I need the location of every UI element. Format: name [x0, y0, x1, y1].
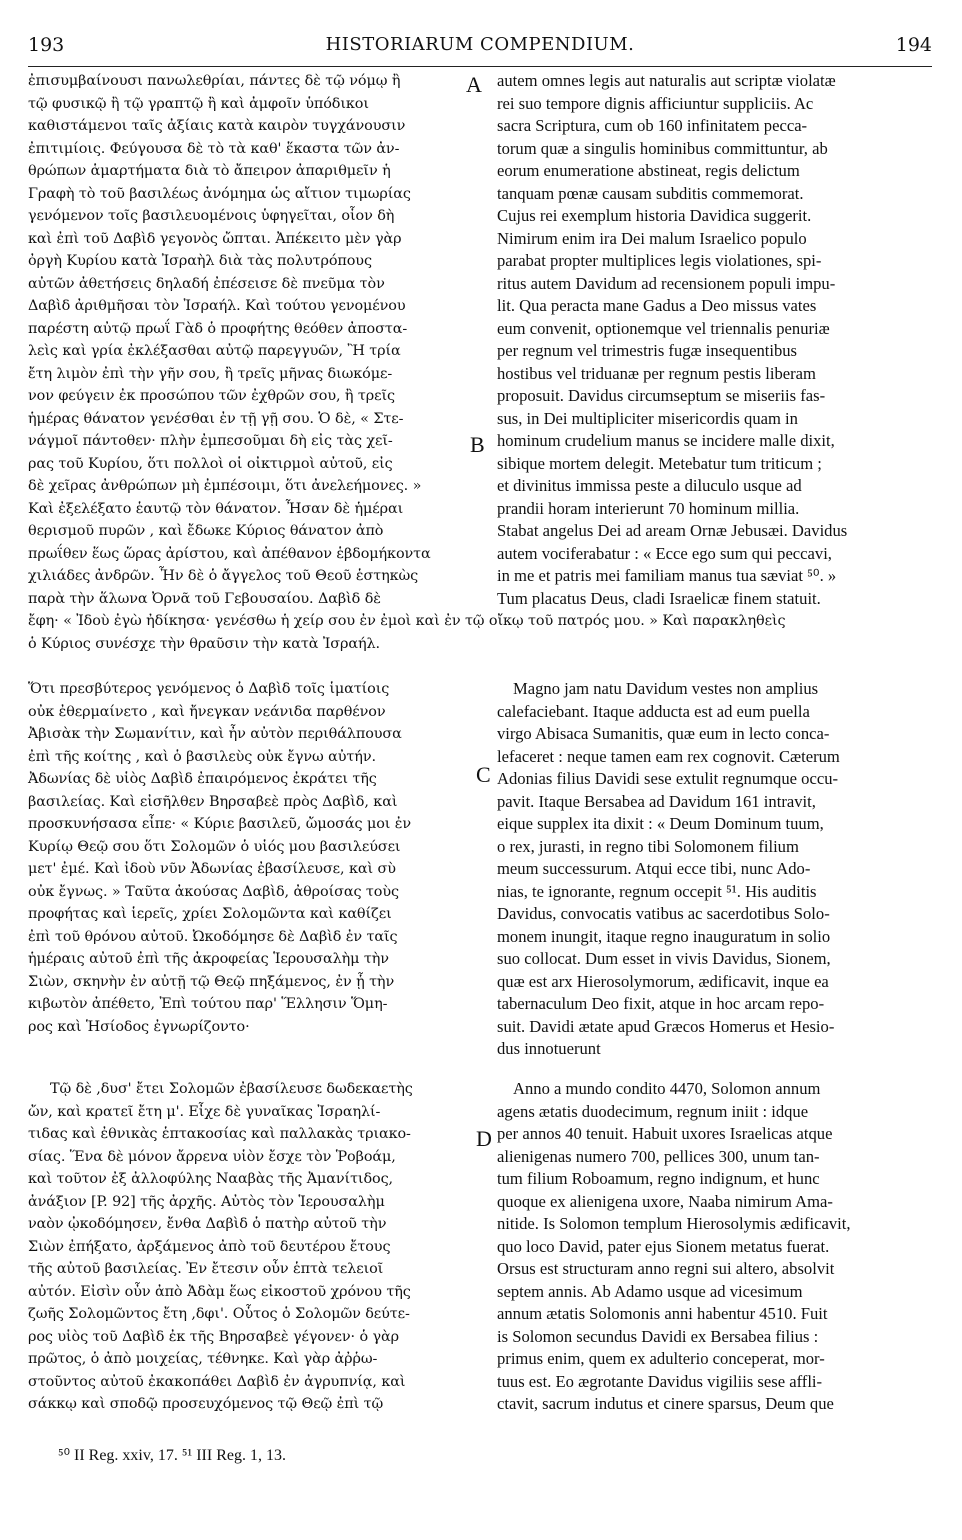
- latin-line: tum filium Roboamum, regno indignum, et hunc: [497, 1169, 820, 1188]
- latin-line: tanquam pœnæ causam subditis commemorat.: [497, 183, 804, 203]
- latin-column-block-3: [497, 1078, 851, 1416]
- greek-line: αὐτόν. Εἰσὶν οὖν ἀπὸ Ἀδὰμ ἕως εἰκοστοῦ χρόνου τῆς: [28, 1283, 411, 1300]
- greek-line: οὐκ ἔγνως. » Ταῦτα ἀκούσας Δαβὶδ, ἀθροίσας τοὺς: [28, 883, 399, 900]
- latin-line: Cujus rei exemplum historia Davidica suggerit.: [497, 206, 812, 225]
- latin-line: in me et patris mei familiam manus tua sæviat ⁵⁰. »: [497, 566, 837, 585]
- latin-line: parabat propter multiplices legis violationes, spi-: [497, 251, 822, 270]
- footnote: ⁵⁰ II Reg. xxiv, 17. ⁵¹ III Reg. 1, 13.: [58, 1447, 286, 1464]
- latin-line: Adonias filius Davidi sese extulit regnumque occu-: [497, 769, 839, 788]
- latin-line: sus, in Dei multipliciter misericordis quam in: [497, 408, 798, 428]
- greek-column-block-1: [28, 70, 431, 610]
- latin-line: dus innotuerunt: [497, 1039, 601, 1058]
- greek-line: πρῶτος, ὁ ἀπὸ μοιχείας, τέθνηκε. Καὶ γὰρ ἀῤῥω-: [28, 1351, 378, 1367]
- latin-line: eorum enumeratione abstineat, regis delictum: [497, 161, 800, 180]
- latin-line: suo collocat. Dum esset in vivis Davidus, Sionem,: [497, 949, 831, 968]
- margin-letter-a: A: [466, 72, 482, 97]
- greek-line: Σιὼν ἐπήξατο, ἀρξάμενος ἀπὸ τοῦ δευτέρου ἔτους: [28, 1238, 391, 1255]
- latin-line: Orsus est structuram anno regni sui altero, absolvit: [497, 1259, 835, 1278]
- latin-line: quoque ex alienigena uxore, Naaba nimirum Ama-: [497, 1191, 833, 1211]
- greek-line: θερισμοῦ πυρῶν , καὶ ἔδωκε Κύριος θάνατον ἀπὸ: [28, 523, 384, 539]
- margin-letter-d: D: [476, 1126, 492, 1151]
- latin-line: primus enim, quem ex adulterio conceperat, mor-: [497, 1349, 825, 1368]
- greek-line: ἔτη λιμὸν ἐπὶ τὴν γῆν σου, ἢ τρεῖς μῆνας διωκόμε-: [28, 365, 393, 382]
- greek-line: Τῷ δὲ ,δυσ' ἔτει Σολομῶν ἐβασίλευσε δωδεκαετὴς: [50, 1081, 413, 1097]
- latin-line: is Solomon secundus Davidi ex Bersabea filius :: [497, 1326, 819, 1346]
- greek-line: ἀνάξιον [P. 92] τῆς ἀρχῆς. Αὐτὸς τὸν Ἱερουσαλὴμ: [28, 1193, 385, 1210]
- latin-line: tabernaculum Deo fixit, atque in hoc arcam repo-: [497, 994, 825, 1013]
- latin-line: suit. Davidi ætate apud Græcos Homerus et Hesio-: [497, 1016, 835, 1036]
- greek-line: ἡμέραις αὐτοῦ ἐπὶ τῆς ἀκροφείας Ἱερουσαλὴμ τὴν: [28, 951, 389, 967]
- latin-line: per annos 40 tenuit. Habuit uxores Israelicas atque: [497, 1124, 833, 1143]
- greek-line: καὶ τοῦτον ἐξ ἀλλοφύλης Νααβὰς τῆς Ἀμανίτιδος,: [28, 1171, 394, 1187]
- greek-line: δὲ χεῖρας ἀνθρώπων μὴ ἐμπέσοιμι, ὅτι ἀνελεήμονες. »: [28, 478, 422, 494]
- greek-line: στοῦντος αὐτοῦ ἐκακοπάθει Δαβὶδ ἐν ἀγρυπνίᾳ, καὶ: [28, 1373, 406, 1390]
- page-header: [28, 34, 932, 64]
- latin-line: tuus est. Eo ægrotante Davidus vigiliis sese affli-: [497, 1371, 823, 1391]
- latin-line: eum convenit, optionemque vel triennalis penuriæ: [497, 318, 830, 338]
- latin-line: per regnum vel trimestris fugæ insequentibus: [497, 341, 798, 360]
- greek-line: ἡμέρας θάνατον γενέσθαι ἐν τῇ γῇ σου. Ὁ δὲ, « Στε-: [28, 410, 404, 427]
- greek-line: τιδας καὶ ἐθνικὰς ἑπτακοσίας καὶ παλλακὰς τριακο-: [28, 1126, 411, 1142]
- greek-line: ρος καὶ Ἡσίοδος ἐγνωρίζοντο·: [28, 1018, 250, 1035]
- greek-line: καθιστάμενοι ταῖς ἀξίαις κατὰ καιρὸν τυγχάνουσιν: [28, 118, 406, 134]
- greek-line: ζωῆς Σολομῶντος ἔτη ,δφι'. Οὗτος ὁ Σολομῶν δεύτε-: [28, 1306, 410, 1322]
- greek-line: ρος υἱὸς τοῦ Δαβὶδ ἐκ τῆς Βηρσαβεὲ γέγονεν· ὁ γὰρ: [28, 1328, 400, 1345]
- header-rule: [28, 66, 932, 67]
- latin-column-block-2: [497, 678, 840, 1061]
- latin-line: sibique mortem delegit. Metebatur tum triticum ;: [497, 453, 822, 473]
- greek-line: παρέστη αὐτῷ πρωΐ Γὰδ ὁ προφήτης θεόθεν ἀποστα-: [28, 320, 408, 337]
- page-number-left: 193: [28, 34, 65, 56]
- latin-line: hominum crudelium manus se incidere malle dixit,: [497, 431, 835, 450]
- greek-line: πρωΐθεν ἕως ὥρας ἀρίστου, καὶ ἀπέθανον ἑβδομήκοντα: [28, 545, 431, 562]
- latin-line: ritus autem Davidum ad recensionem populi impu-: [497, 273, 836, 293]
- latin-line: Nimirum enim ira Dei malum Israelico populo: [497, 228, 807, 248]
- latin-line: quæ est arx Hierosolymorum, ædificavit, inque ea: [497, 971, 829, 991]
- latin-line: autem vociferabatur : « Ecce ego sum qui peccavi,: [497, 543, 832, 563]
- latin-line: Magno jam natu Davidum vestes non amplius: [513, 679, 819, 698]
- greek-line: Ὅτι πρεσβύτερος γενόμενος ὁ Δαβὶδ τοῖς ἱματίοις: [28, 681, 390, 697]
- greek-line: τῆς αὐτοῦ βασιλείας. Ἐν ἔτεσιν οὖν ἑπτὰ τελειοῖ: [28, 1261, 384, 1277]
- latin-line: Stabat angelus Dei ad aream Ornæ Jebusæi. Davidus: [497, 521, 848, 540]
- greek-line: προφήτας καὶ ἱερεῖς, χρίει Σολομῶντα καὶ καθίζει: [28, 906, 392, 922]
- greek-line: ρας τοῦ Κυρίου, ὅτι πολλοὶ οἱ οἰκτιρμοὶ αὐτοῦ, εἰς: [28, 455, 393, 472]
- greek-line: ὤν, καὶ κρατεῖ ἔτη μ'. Εἶχε δὲ γυναῖκας Ἰσραηλί-: [28, 1103, 381, 1120]
- greek-line: ναὸν ᾠκοδόμησεν, ἔνθα Δαβὶδ ὁ πατὴρ αὐτοῦ τὴν: [28, 1216, 387, 1232]
- greek-line: χιλιάδες ἀνδρῶν. Ἦν δὲ ὁ ἄγγελος τοῦ Θεοῦ ἑστηκὼς: [28, 568, 419, 584]
- greek-line: ἐπιτιμίοις. Φεύγουσα δὲ τὸ τὰ καθ' ἕκαστα τῶν ἀν-: [28, 140, 400, 157]
- latin-line: pavit. Itaque Bersabea ad Davidum 161 intravit,: [497, 791, 816, 811]
- latin-line: torum quæ a singulis hominibus committuntur, ab: [497, 138, 828, 158]
- margin-letter-b: B: [470, 432, 485, 457]
- greek-line: Ἀβισὰκ τὴν Σωμανίτιν, καὶ ἦν αὐτὸν περιθάλπουσα: [28, 726, 402, 742]
- greek-line: οὐκ ἐθερμαίνετο , καὶ ἤνεγκαν νεάνιδα παρθένον: [28, 703, 386, 720]
- latin-line: septem annis. Ab Adamo usque ad vicesimum: [497, 1281, 803, 1301]
- greek-line: τῷ φυσικῷ ἢ τῷ γραπτῷ ἢ καὶ ἀμφοῖν ὑπόδικοι: [28, 95, 369, 112]
- latin-line: nias, te ignorante, regnum occepit ⁵¹. His auditis: [497, 881, 817, 901]
- latin-line: annum ætatis Solomonis anni habentur 4510. Fuit: [497, 1304, 828, 1323]
- latin-line: monem inungit, itaque regno inauguratum in solio: [497, 926, 831, 946]
- latin-line: agens ætatis duodecimum, regnum iniit : idque: [497, 1101, 809, 1121]
- greek-line: σάκκῳ καὶ σποδῷ προσευχόμενος τῷ Θεῷ ἐπὶ τῷ: [28, 1396, 384, 1412]
- latin-line: lefaceret : neque tamen eam rex cognovit. Cæterum: [497, 746, 840, 766]
- latin-line: autem omnes legis aut naturalis aut scriptæ violatæ: [497, 71, 836, 90]
- latin-line: virgo Abisaca Sumanitis, quæ eum in lecto conca-: [497, 724, 830, 743]
- latin-line: Anno a mundo condito 4470, Solomon annum: [513, 1079, 821, 1098]
- greek-line: κιβωτὸν ἀπέθετο, Ἐπὶ τούτου παρ' Ἕλλησιν Ὅμη-: [28, 996, 388, 1012]
- greek-line: ὀργὴ Κυρίου κατὰ Ἰσραὴλ διὰ τὰς πολυτρόπους: [28, 253, 372, 269]
- greek-line: Δαβὶδ ἀριθμῆσαι τὸν Ἰσραήλ. Καὶ τούτου γενομένου: [28, 298, 406, 314]
- greek-line: ὁ Κύριος συνέσχε τὴν θραῦσιν τὴν κατὰ Ἰσραήλ.: [28, 635, 380, 652]
- greek-line: νάγμοῖ πάντοθεν· πλὴν ἐμπεσοῦμαι δὴ εἰς τὰς χεῖ-: [28, 433, 393, 449]
- latin-line: prandii horam interierunt 70 hominum millia.: [497, 498, 800, 518]
- latin-line: rei suo tempore dignis afficiuntur suppliciis. Ac: [497, 93, 814, 113]
- greek-column-block-3: [28, 1078, 413, 1416]
- latin-line: o rex, jurasti, in regno tibi Solomonem filium: [497, 836, 799, 856]
- latin-line: alienigenas numero 700, pellices 300, unum tan-: [497, 1146, 820, 1166]
- latin-line: quo loco David, pater ejus Sionem metatus fuerat.: [497, 1236, 830, 1256]
- latin-line: Davidus, convocatis vatibus ac sacerdotibus Solo-: [497, 904, 830, 923]
- greek-line: νον φεύγειν ἐκ προσώπου τῶν ἐχθρῶν σου, ἢ τρεῖς: [28, 388, 396, 404]
- greek-line: Ἀδωνίας δὲ υἱὸς Δαβὶδ ἐπαιρόμενος ἐκράτει τῆς: [28, 771, 377, 787]
- full-width-line: ἔφη· « Ἰδοὺ ἐγὼ ἠδίκησα· γενέσθω ἡ χείρ σου ἐν ἐμοὶ καὶ ἐν τῷ οἴκῳ τοῦ πατρός μου. » Καὶ παρακληθεὶς: [28, 613, 786, 629]
- page-number-right: 194: [895, 34, 932, 56]
- greek-line: ἐπὶ τοῦ θρόνου αὐτοῦ. Ὠκοδόμησε δὲ Δαβὶδ ἐν ταῖς: [28, 928, 398, 945]
- greek-line: ἐπισυμβαίνουσι πανωλεθρίαι, πάντες δὲ τῷ νόμῳ ἢ: [28, 73, 401, 89]
- latin-line: meum successurum. Atqui ecce tibi, nunc Ado-: [497, 859, 811, 878]
- latin-column-block-1: [497, 70, 847, 610]
- greek-line: καὶ ἐπὶ τοῦ Δαβὶδ γεγονὸς ὤπται. Ἀπέκειτο μὲν γὰρ: [28, 230, 402, 247]
- latin-line: ctavit, sacrum indutus et cinere sparsus, Deum que: [497, 1394, 834, 1413]
- latin-line: Tum placatus Deus, cladi Israelicæ finem statuit.: [497, 588, 821, 608]
- greek-line: προσκυνήσασα εἶπε· « Κύριε βασιλεῦ, ὤμοσάς μοι ἐν: [28, 816, 412, 832]
- latin-line: et divinitus immissa peste a diluculo usque ad: [497, 476, 802, 495]
- full-width-block: [28, 610, 785, 655]
- latin-line: eique supplex ita dixit : « Deum Dominum tuum,: [497, 814, 824, 833]
- latin-line: sacra Scriptura, cum ob 160 infinitatem pecca-: [497, 116, 808, 135]
- greek-line: Κυρίῳ Θεῷ σου ὅτι Σολομῶν ὁ υἱός μου βασιλεύσει: [28, 838, 401, 855]
- greek-line: Καὶ ἐξελέξατο ἑαυτῷ τὸν θάνατον. Ἦσαν δὲ ἡμέραι: [28, 500, 404, 517]
- greek-line: παρὰ τὴν ἅλωνα Ὀρνᾶ τοῦ Γεβουσαίου. Δαβὶδ δὲ: [28, 590, 381, 607]
- greek-line: αὐτῶν ἀθετήσεις δηλαδή ἐπέσεισε δὲ πνεῦμα τὸν: [28, 275, 385, 292]
- latin-line: lit. Qua peracta mane Gadus a Deo missus vates: [497, 296, 817, 315]
- greek-column-block-2: [28, 678, 411, 1038]
- greek-line: ἐπὶ τῆς κοίτης , καὶ ὁ βασιλεὺς οὐκ ἔγνω αὐτήν.: [28, 748, 376, 765]
- greek-line: θρώπων ἁμαρτήματα διὰ τὸ ἄπειρον ἀπαριθμεῖν ἡ: [28, 163, 391, 179]
- greek-line: γενόμενον τοῖς βασιλευομένοις ὑφηγεῖται, οἷον δὴ: [28, 208, 395, 224]
- greek-line: Γραφὴ τὸ τοῦ βασιλέως ἀνόμημα ὡς αἴτιον τιμωρίας: [28, 185, 411, 202]
- latin-line: proposuit. Davidus circumseptum se miseriis fas-: [497, 386, 826, 405]
- greek-line: σίας. Ἕνα δὲ μόνον ἄρρενα υἱὸν ἔσχε τὸν Ῥοβοάμ,: [28, 1148, 396, 1165]
- greek-line: λεὶς καὶ γρία ἐκλέξασθαι αὐτῷ παρεγγυῶν, Ἢ τρία: [28, 343, 401, 359]
- latin-line: nitide. Is Solomon templum Hierosolymis ædificavit,: [497, 1214, 851, 1233]
- margin-letter-c: C: [476, 762, 491, 787]
- greek-line: βασιλείας. Καὶ εἰσῆλθεν Βηρσαβεὲ πρὸς Δαβὶδ, καὶ: [28, 793, 398, 810]
- running-title: HISTORIARUM COMPENDIUM.: [325, 34, 635, 55]
- greek-line: Σιὼν, σκηνὴν ἐν αὐτῇ τῷ Θεῷ πηξάμενος, ἐν ᾗ τὴν: [28, 973, 395, 990]
- latin-line: hostibus vel triduanæ per regnum pestis liberam: [497, 363, 816, 383]
- greek-line: μετ' ἐμέ. Καὶ ἰδοὺ νῦν Ἀδωνίας ἐβασίλευσε, καὶ σὺ: [28, 861, 396, 877]
- latin-line: calefaciebant. Itaque adducta est ad eum puella: [497, 701, 810, 721]
